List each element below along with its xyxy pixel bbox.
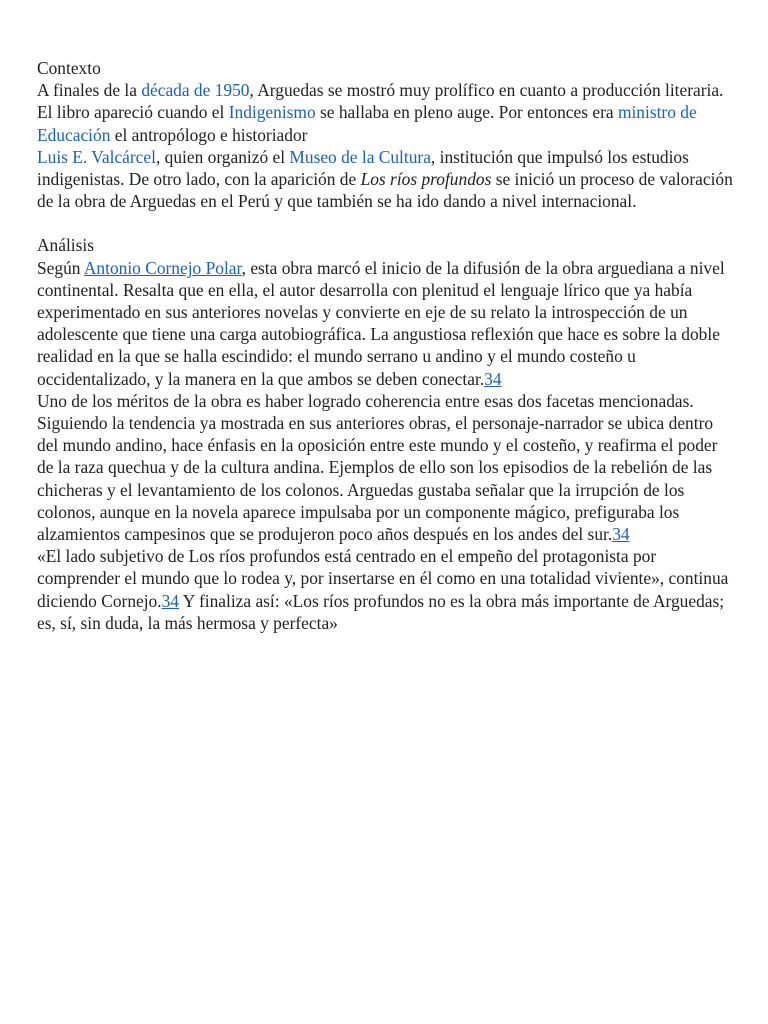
analisis-paragraph-1: [37, 257, 737, 390]
text-run: Uno de los méritos de la obra es haber logrado coherencia entre esas dos facetas mencionadas. Siguiendo la tendencia ya mostrada en sus anteriores obras, el personaje-narrador se ubica dentro del mundo andino, hace énfasis en la oposición entre este mundo y el costeño, y reafirma el poder de la raza quechua y de la cultura andina. Ejemplos de ello son los episodios de la rebelión de las chicheras y el levantamiento de los colonos. Arguedas gustaba señalar que la irrupción de los colonos, aunque en la novela aparece impulsaba por un componente mágico, prefiguraba los alzamientos campesinos que se produjeron poco años después en los andes del sur.: [37, 390, 718, 545]
contexto-paragraph: [37, 79, 737, 212]
analisis-paragraph-2: [37, 390, 737, 545]
link-ministro-educacion[interactable]: ministro de Educación: [37, 102, 697, 145]
analisis-paragraph-3: [37, 545, 737, 634]
text-run: se inició un proceso de valoración de la obra de Arguedas en el Perú y que también se ha ido dando a nivel internacional.: [37, 169, 733, 212]
reference-link-34[interactable]: 34: [612, 524, 630, 545]
text-run: , quien organizó el: [155, 146, 290, 167]
link-antonio-cornejo-polar[interactable]: Antonio Cornejo Polar: [83, 257, 242, 278]
link-luis-valcarcel[interactable]: Luis E. Valcárcel: [37, 146, 156, 167]
section-heading-analisis: Análisis: [37, 235, 95, 256]
text-run: , Arguedas se mostró muy prolífico en cuanto a producción literaria. El libro apareció cuando el: [37, 80, 724, 123]
section-heading-contexto: Contexto: [37, 58, 101, 78]
text-run: , institución que impulsó los estudios indigenistas. De otro lado, con la aparición de: [37, 146, 689, 190]
reference-link-34[interactable]: 34: [484, 368, 502, 389]
text-run: el antropólogo e historiador: [110, 124, 308, 145]
text-run: se hallaba en pleno auge. Por entonces era: [315, 102, 618, 123]
book-title-italic: Los ríos profundos: [360, 169, 492, 190]
section-spacer: [37, 212, 737, 234]
link-indigenismo[interactable]: Indigenismo: [228, 102, 316, 123]
document-page: [37, 57, 737, 634]
text-run: Según: [37, 257, 84, 278]
link-museo-cultura[interactable]: Museo de la Cultura: [289, 146, 431, 167]
text-run: «El lado subjetivo de Los ríos profundos está centrado en el empeño del protagonista por comprender el mundo que lo rodea y, por insertarse en él como en una totalidad viviente», continua diciendo Cornejo.: [37, 546, 729, 611]
reference-link-34[interactable]: 34: [161, 590, 179, 611]
link-decada-1950[interactable]: década de 1950: [141, 80, 250, 101]
text-run: , esta obra marcó el inicio de la difusión de la obra arguediana a nivel continental. Resalta que en ella, el autor desarrolla con plenitud el lenguaje lírico que ya había experimentado en sus anteriores novelas y convierte en eje de su relato la introspección de un adolescente que tiene una carga autobiográfica. La angustiosa reflexión que hace es sobre la doble realidad en la que se halla escindido: el mundo serrano u andino y el mundo costeño u occidentalizado, y la manera en la que ambos se deben conectar.: [37, 257, 725, 389]
text-run: A finales de la: [37, 80, 142, 101]
text-run: Y finaliza así: «Los ríos profundos no es la obra más importante de Arguedas; es, sí, sin duda, la más hermosa y perfecta»: [37, 590, 725, 633]
